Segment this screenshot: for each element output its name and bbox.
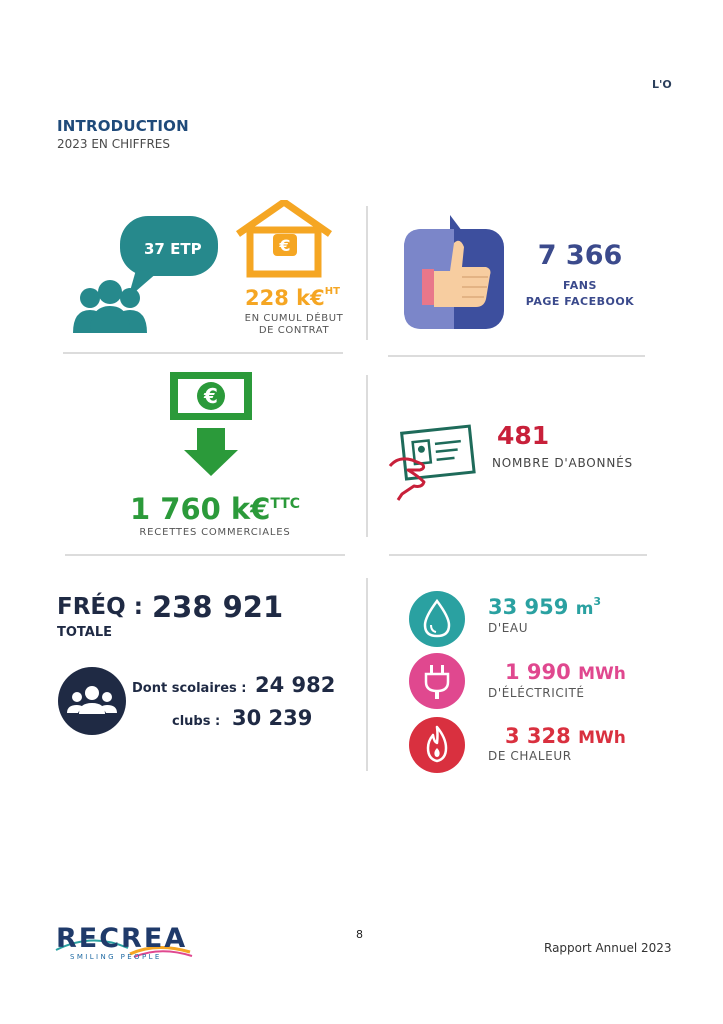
facebook-label: FANS PAGE FACEBOOK [525, 279, 635, 308]
logo-tagline: SMILING PEOPLE [70, 953, 162, 961]
divider-horizontal-1b [388, 355, 645, 357]
corner-label: L'O [652, 78, 672, 91]
group-icon [57, 666, 127, 736]
clubs-value: 30 239 [232, 706, 313, 730]
water-drop-icon [408, 590, 466, 648]
svg-text:€: € [204, 384, 218, 408]
school-label: Dont scolaires : [132, 681, 247, 696]
heat-value: 3 328 MWh [505, 724, 626, 748]
divider-horizontal-2b [389, 554, 647, 556]
report-label: Rapport Annuel 2023 [544, 941, 672, 955]
school-value: 24 982 [255, 673, 336, 697]
svg-text:€: € [279, 236, 291, 255]
thumbs-up-icon [404, 213, 504, 331]
revenue-label: RECETTES COMMERCIALES [139, 527, 291, 538]
page-number: 8 [356, 928, 363, 941]
people-speech-icon [72, 212, 222, 337]
contract-value: 228 k€$^{HT}$ [245, 286, 340, 310]
revenue-value: 1 760 k€$^{TTC}$ [130, 492, 301, 526]
heat-label: DE CHALEUR [488, 749, 572, 763]
electricity-value: 1 990 MWh [505, 660, 626, 684]
staff-value: 37 ETP [144, 240, 202, 258]
divider-horizontal-2a [65, 554, 345, 556]
divider-vertical-3 [366, 578, 368, 771]
contract-label: EN CUMUL DÉBUT DE CONTRAT [244, 313, 344, 336]
banknote-arrow-icon [168, 370, 256, 478]
member-card-icon [384, 424, 476, 502]
subscribers-label: NOMBRE D'ABONNÉS [492, 456, 633, 470]
clubs-label: clubs : [172, 714, 221, 729]
water-label: D'EAU [488, 621, 529, 635]
plug-icon [408, 652, 466, 710]
house-euro-icon [236, 200, 332, 278]
page-subtitle: 2023 EN CHIFFRES [57, 137, 171, 151]
attendance-label: FRÉQ : [57, 594, 143, 620]
divider-vertical-2 [366, 375, 368, 537]
water-value: 33 959 $m^3$ [488, 595, 602, 619]
subscribers-value: 481 [497, 421, 550, 450]
page-title: INTRODUCTION [57, 117, 189, 135]
attendance-sublabel: TOTALE [57, 625, 113, 640]
divider-horizontal-1a [63, 352, 343, 354]
divider-vertical-1 [366, 206, 368, 340]
flame-icon [408, 716, 466, 774]
attendance-value: 238 921 [152, 590, 284, 624]
electricity-label: D'ÉLÉCTRICITÉ [488, 686, 585, 700]
logo: RECREA [56, 923, 188, 954]
facebook-value: 7 366 [537, 240, 623, 271]
